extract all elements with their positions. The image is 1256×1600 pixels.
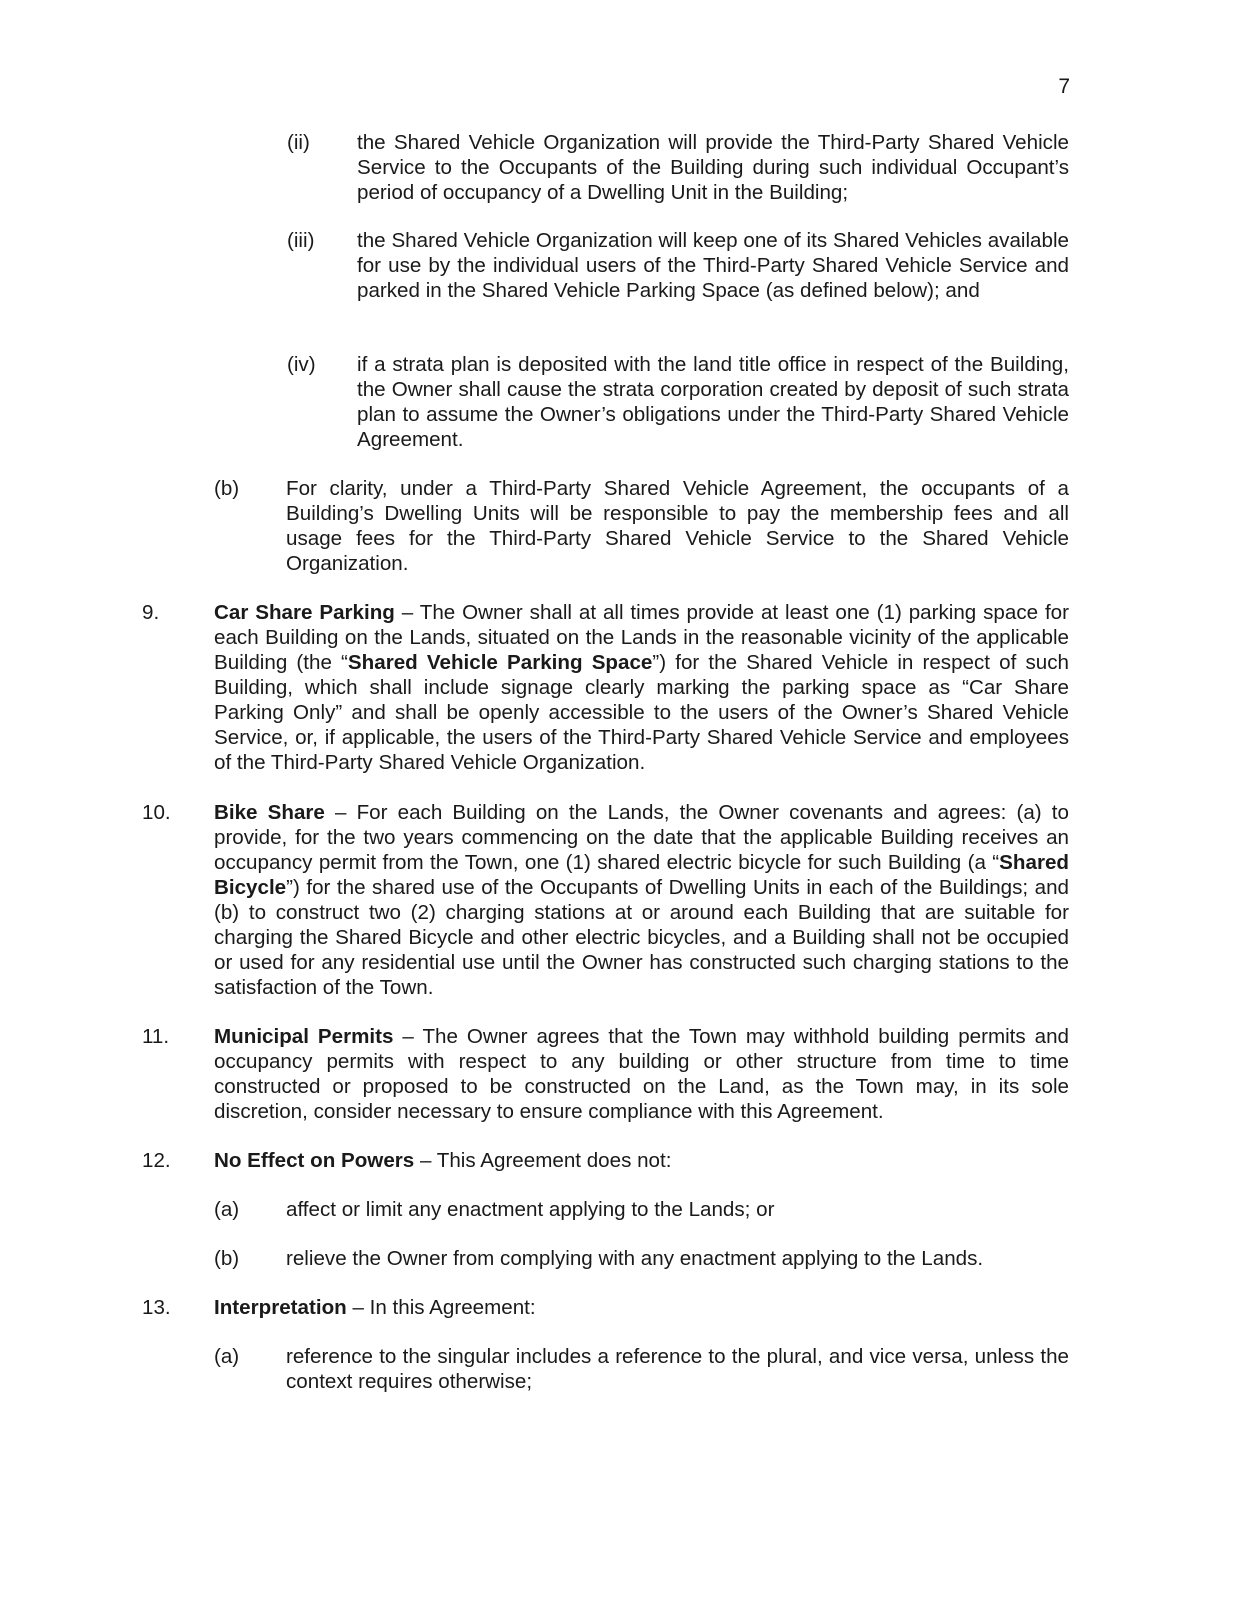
subitem-label-iv: (iv) xyxy=(287,353,316,376)
clause-12-text xyxy=(214,1148,1069,1173)
clause-10-body-2: ”) for the shared use of the Occupants of Dwelling Units in each of the Buildings; and (b) to construct two (2) charging stations at or around each Building that are suitable for charging the Shared Bicycle and other electric bicycles, and a Building shall not be occupied or used for any residential use until the Owner has constructed such charging stations to the satisfaction of the Town. xyxy=(214,876,1069,999)
clause-10-defined-term: Shared Bicycle xyxy=(214,851,1069,899)
clause-10-number: 10. xyxy=(142,801,171,824)
clause-11-number: 11. xyxy=(142,1025,170,1048)
clause-10-body-1: – For each Building on the Lands, the Owner covenants and agrees: (a) to provide, for the two years commencing on the date that the applicable Building receives an occupancy permit from the Town, one (1) shared electric bicycle for such Building (a “ xyxy=(214,801,1069,874)
subitem-label-iii: (iii) xyxy=(287,229,315,252)
subitem-text-iii: the Shared Vehicle Organization will keep one of its Shared Vehicles available for use by the individual users of the Third-Party Shared Vehicle Service and parked in the Shared Vehicle Parking Space (as defined below); and xyxy=(357,229,1069,302)
clause-11-body: – The Owner agrees that the Town may withhold building permits and occupancy permits with respect to any building or other structure from time to time constructed or proposed to be constructed on the Land, as the Town may, in its sole discretion, consider necessary to ensure compliance with this Agreement. xyxy=(214,1025,1070,1123)
clause-12-body: – This Agreement does not: xyxy=(414,1149,672,1172)
clause-9-body-2: ”) for the Shared Vehicle in respect of such Building, which shall include signage clearly marking the parking space as “Car Share Parking Only” and shall be openly accessible to the users of the Owner’s Shared Vehicle Service, or, if applicable, the users of the Third-Party Shared Vehicle Service and employees of the Third-Party Shared Vehicle Organization. xyxy=(214,651,1070,774)
clause-12-heading: No Effect on Powers xyxy=(214,1149,415,1172)
clause-13-heading: Interpretation xyxy=(214,1296,347,1319)
clause-8b-text: For clarity, under a Third-Party Shared Vehicle Agreement, the occupants of a Building’s Dwelling Units will be responsible to pay the membership fees and all usage fees for the Third-Party Shared Vehicle Service to the Shared Vehicle Organization. xyxy=(286,477,1069,575)
clause-9-text xyxy=(214,600,1069,775)
clause-12b-label: (b) xyxy=(214,1247,240,1270)
subitem-text-iv: if a strata plan is deposited with the land title office in respect of the Building, the Owner shall cause the strata corporation created by deposit of such strata plan to assume the Owner’s obligations under the Third-Party Shared Vehicle Agreement. xyxy=(357,353,1069,451)
clause-11-heading: Municipal Permits xyxy=(214,1025,394,1048)
clause-13-text xyxy=(214,1295,1069,1320)
clause-12a-text: affect or limit any enactment applying to the Lands; or xyxy=(286,1198,775,1221)
clause-13-number: 13. xyxy=(142,1296,171,1319)
clause-8b-label: (b) xyxy=(214,477,240,500)
clause-12b-text: relieve the Owner from complying with any enactment applying to the Lands. xyxy=(286,1247,984,1270)
subitem-label-ii: (ii) xyxy=(287,131,310,154)
page-number: 7 xyxy=(1058,75,1070,98)
clause-10-text xyxy=(214,800,1069,1000)
clause-11-text xyxy=(214,1024,1069,1124)
clause-10-heading: Bike Share xyxy=(214,801,325,824)
clause-13a-text: reference to the singular includes a reference to the plural, and vice versa, unless the context requires otherwise; xyxy=(286,1345,1069,1393)
clause-12-number: 12. xyxy=(142,1149,171,1172)
clause-13a-label: (a) xyxy=(214,1345,240,1368)
subitem-text-ii: the Shared Vehicle Organization will provide the Third-Party Shared Vehicle Service to the Occupants of the Building during such individual Occupant’s period of occupancy of a Dwelling Unit in the Building; xyxy=(357,131,1069,204)
clause-9-body-1: – The Owner shall at all times provide at least one (1) parking space for each Building on the Lands, situated on the Lands in the reasonable vicinity of the applicable Building (the “ xyxy=(214,601,1069,674)
clause-12a-label: (a) xyxy=(214,1198,240,1221)
clause-9-heading: Car Share Parking xyxy=(214,601,395,624)
clause-9-number: 9. xyxy=(142,601,160,624)
clause-13-body: – In this Agreement: xyxy=(346,1296,536,1319)
clause-9-defined-term: Shared Vehicle Parking Space xyxy=(347,651,653,674)
